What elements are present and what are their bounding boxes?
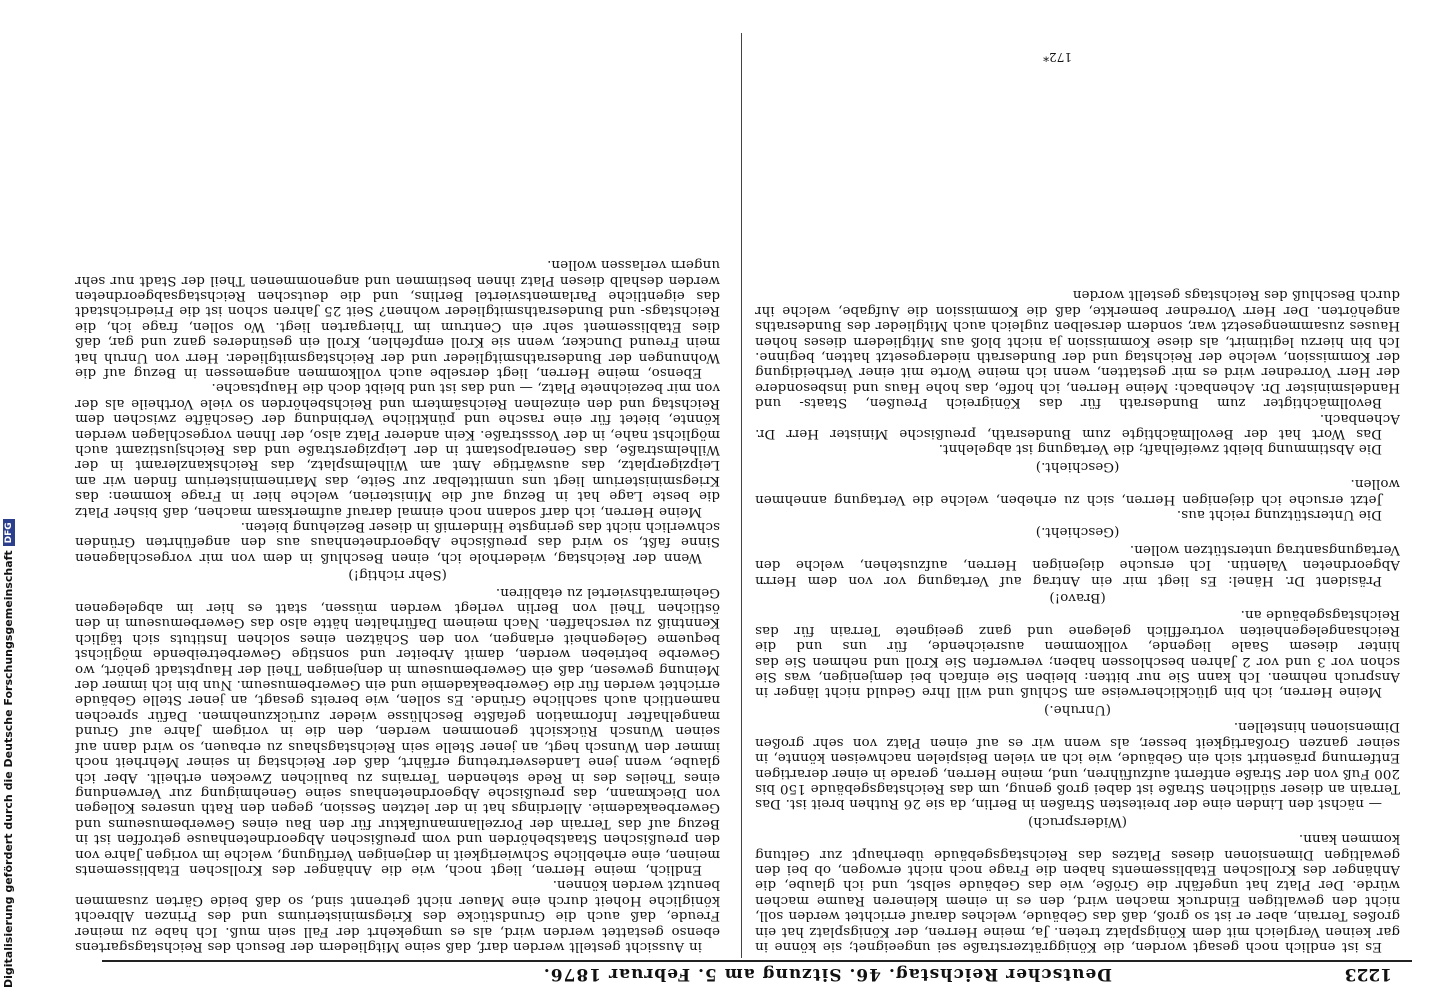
stage-direction: (Widerspruch) xyxy=(1027,813,1128,829)
credit-text: Digitalisierung gefördert durch die Deutsche Forschungsgemeinschaft xyxy=(2,550,15,988)
paragraph: in Aussicht gestellt werden darf, daß seine Mitgliedern der Besuch des Reichstagsgartens ebenso gestattet werden wird, als es umgekehrt der Fall sein muß. Ich habe zu meiner Freude, daß auch die Grundstücke des Kriegsministeriums und des Prinzen Albrecht königliche Hoheit durch eine Mauer nicht getrennt sind, so daß beide Gärten zusammen benutzt werden können. xyxy=(75,877,720,954)
header-rule xyxy=(102,960,1412,962)
paragraph: Wenn der Reichstag, wiederhole ich, einen Beschluß in dem von mir vorgeschlagenen Sinne faßt, so wird das preußische Abgeordnetenhaus aus den angeführten Gründen schwerlich nicht das geringste Hinderniß in dieser Beziehung bieten. xyxy=(75,519,720,565)
page-number: 1223 xyxy=(1344,964,1392,984)
stage-direction: (Geschieht.) xyxy=(1035,524,1120,540)
paragraph: Es ist endlich noch gesagt worden, die Königgrätzerstraße sei ungeeignet; sie könne in gar keinen Vergleich mit dem Königsplatz treten. Ja, meine Herren, der Königsplatz hat ein großes Terrain, aber er ist so groß, daß das Gebäude, welches darauf errichtet werden soll, nicht den gewaltigen Eindruck machen wird, den es in einem kleineren Raume machen würde. Der Platz hat ungefähr die Größe, wie das Gebäude selbst, und ich glaube, die Anhänger des Krollschen Etablissements haben die Frage noch nicht erwogen, ob bei den gewaltigen Dimensionen dieses Platzes das Reichstagsgebäude überhaupt zur Geltung kommen kann. xyxy=(755,831,1400,954)
sheet-mark: 172* xyxy=(1043,50,1072,64)
paragraph: Meine Herren, ich darf sodann noch einmal darauf aufmerksam machen, daß bisher Platz die beste Lage hat in Bezug auf die Ministerien, welche hier in Frage kommen: das Kriegsministerium liegt uns unmittelbar zur Seite, das Marineministerium finden wir am Leipzigerplatz, das auswärtige Amt am Wilhelmsplatz, das Reichskanzleramt in der Wilhelmstraße, das Generalpostamt in der Leipzigerstraße und das Reichsjustizamt auch möglichst nahe, in der Vossstraße. Kein anderer Platz also, der Ihnen vorgeschlagen werden könnte, bietet für eine rasche und pünktliche Verbindung der Geschäfte zwischen dem Reichstag und den einzelnen Reichsämtern und Reichsbehörden so viele Vortheile als der von mir bezeichnete Platz, — und das ist und bleibt doch die Hauptsache. xyxy=(75,380,720,519)
paragraph: Das Wort hat der Bevollmächtigte zum Bundesrath, preußische Minister Herr Dr. Achenbach. xyxy=(755,410,1400,441)
column-divider xyxy=(741,33,742,958)
right-column xyxy=(75,34,720,954)
stage-direction: (Unruhe.) xyxy=(1043,701,1112,717)
paragraph: Jetzt ersuche ich diejenigen Herren, sich zu erheben, welche die Vertagung annehmen wollen. xyxy=(755,476,1400,507)
paragraph: Meine Herren, ich bin glücklicherweise am Schluß und will Ihre Geduld nicht länger in Anspruch nehmen. Ich kann Sie nur bitten: bleiben Sie einfach bei demjenigen, was Sie schon vor 3 und vor 2 Jahren beschlossen haben; verwerfen Sie Kroll und nehmen Sie das hinter diesem Saale liegende, vollkommen ausreichende, für uns und die Reichsangelegenheiten vortrefflich gelegene und ganz geeignete Terrain für das Reichstagsgebäude an. xyxy=(755,607,1400,700)
stage-direction: (Geschieht.) xyxy=(1035,458,1120,474)
paragraph: Bevollmächtigter zum Bundesrath für das Königreich Preußen, Staats- und Handelsminister Dr. Achenbach: Meine Herren, ich hoffe, das hohe Haus und insbesondere der Herr Vorredner wird es mir gestatten, wenn ich meine Worte mit einer Vertheidigung der Kommission, welche der Reichstag und der Bundesrath niedergesetzt hatten, beginne. Ich bin hierzu legitimirt, als diese Kommission ja nicht bloß aus Mitgliedern dieses hohen Hauses zusammengesetzt war, sondern derselben zugleich auch Mitglieder des Bundesraths angehörten. Der Herr Vorredner bemerkte, daß die Kommission die Aufgabe, welche ihr durch Beschluß des Reichstags gestellt worden xyxy=(755,287,1400,411)
left-column xyxy=(755,34,1400,954)
dfg-logo: DFG xyxy=(3,519,15,546)
stage-direction: (Bravo!) xyxy=(1049,590,1106,606)
page-title: Deutscher Reichstag. 46. Sitzung am 5. Februar 1876. xyxy=(542,964,1112,984)
paragraph: Die Unterstützung reicht aus. xyxy=(1176,507,1382,523)
page-header xyxy=(92,962,1392,986)
paragraph: Die Abstimmung bleibt zweifelhaft; die Vertagung ist abgelehnt. xyxy=(938,441,1382,457)
paragraph: — nächst den Linden eine der breitesten Straßen in Berlin, da sie 26 Ruthen breit ist. Das Terrain an dieser südlichen Straße ist dabei groß genug, um das Reichstagsgebäude 150 bis 200 Fuß von der Straße entfernt aufzuführen, und, meine Herren, gerade in einer derartigen Entfernung präsentirt sich ein Gebäude, wie ich an vielen Beispielen nachweisen könnte, in seiner ganzen Großartigkeit besser, als wenn wir es auf einen Platz von sehr großen Dimensionen hinstellen. xyxy=(755,719,1400,812)
digitization-credit xyxy=(2,519,15,988)
paragraph: Präsident Dr. Hänel: Es liegt mir ein Antrag auf Vertagung vor von dem Herrn Abgeordneten Valentin. Ich ersuche diejenigen Herren, aufzustehen, welche den Vertagungsantrag unterstützen wollen. xyxy=(755,541,1400,588)
paragraph: Endlich, meine Herren, liegt noch, wie die Anhänger des Krollschen Etablissements meinen, eine erhebliche Schwierigkeit in derjenigen Verfügung, welche im vorigen Jahre von den preußischen Staatsbehörden und vom preußischen Abgeordnetenhause getroffen ist in Bezug auf das Terrain der Porzellanmanufaktur für den Bau eines Gewerbemuseums und Gewerbeakademie. Allerdings hat in der letzten Session, gegen den Rath unseres Kollegen von Dieckmann, das preußische Abgeordnetenhaus seine Genehmigung zur Verwendung eines Theiles des in Rede stehenden Terrains zu baulichen Zwecken ertheilt. Aber ich glaube, wenn jene Landesvertretung erfährt, daß der Reichstag in seiner Mehrheit noch immer den Wunsch hegt, an jener Stelle sein Reichstagshaus zu erbauen, so wird dann auf seinen Wunsch Rücksicht genommen werden, den die in vorigem Jahre auf Grund mangelhafter Information gefaßte Beschlüsse wieder zurückzunehmen. Dafür sprechen namentlich auch sachliche Gründe. Es sollen, wie bereits gesagt, an jener Stelle Gebäude errichtet werden für die Gewerbeakademie und ein Gewerbemuseum. Nun bin ich immer der Meinung gewesen, daß ein Gewerbemuseum in denjenigen Theil der Hauptstadt gehört, wo Gewerbe betrieben werden, damit Arbeiter und sonstige Gewerbetreibende möglichst bequeme Gelegenheit erlangen, von den Schätzen eines solchen Instituts sich täglich Kenntniß zu verschaffen. Nach meinem Dafürhalten hätte also das Gewerbemuseum in den östlichen Theil von Berlin verlegt werden müssen, statt es hier im abgelegenen Geheimrathsviertel zu etabliren. xyxy=(75,584,720,877)
stage-direction: (Sehr richtig!) xyxy=(348,567,447,583)
paragraph: Ebenso, meine Herren, liegt derselbe auch vollkommen angemessen in Bezug auf die Wohnungen der Bundesrathsmitglieder und der Reichstagsmitglieder. Herr von Unruh hat mein Freund Duncker, wenn sie Kroll empfehlen, Kroll ein gesünderes ganz und gar, daß dies Etablissement sehr ein Centrum im Thiergarten liegt. Wo sollen, frage ich, die Reichstags- und Bundesrathsmitglieder wohnen? Seit 25 Jahren schon ist die Friedrichstadt das eigentliche Parlamentsviertel Berlins, und die deutschen Reichstagsabgeordneten werden deshalb diesen Platz ihnen bestimmen und angenommenen Theil der Stadt nur sehr ungern verlassen wollen. xyxy=(75,257,720,380)
